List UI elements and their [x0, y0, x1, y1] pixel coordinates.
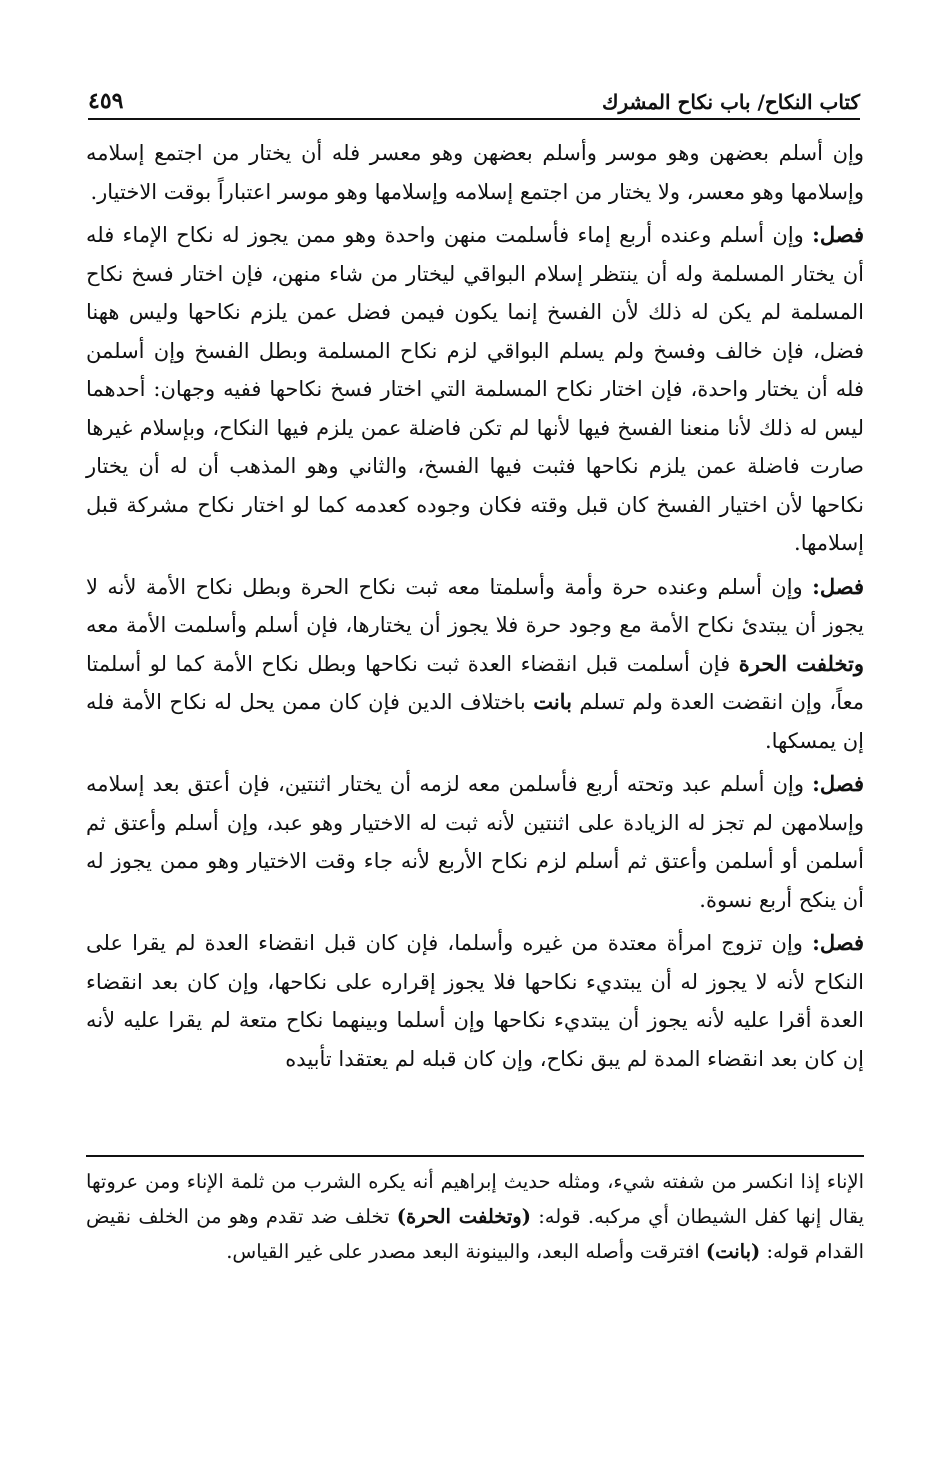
paragraph-3: [86, 568, 864, 761]
main-text: [86, 134, 864, 1083]
section-label: فصل:: [812, 930, 864, 955]
section-label: فصل:: [812, 771, 864, 796]
section-label: فصل:: [812, 222, 864, 247]
paragraph-5-text: وإن تزوج امرأة معتدة من غيره وأسلما، فإن كان قبل انقضاء العدة لم يقرا على النكاح لأنه لا يجوز له أن يبتديء نكاحها فلا يجوز إقراره على نكاحها، وإن كان بعد انقضاء العدة أقرا عليه لأنه يجوز أن يبتديء نكاحها وإن أسلما وبينهما نكاح متعة لم يقرا عليه لأنه إن كان بعد انقضاء المدة لم يبق نكاح، وإن كان قبله لم يعتقدا تأبيده: [86, 931, 864, 1071]
footnote-text-e: افترقت وأصله البعد، والبينونة البعد مصدر على غير القياس.: [226, 1240, 706, 1263]
paragraph-3-text-e: باختلاف الدين فإن كان ممن يحل له نكاح الأمة فله إن يمسكها.: [86, 690, 864, 753]
page-header: [88, 78, 860, 120]
footnote-term-banat: (بانت): [705, 1240, 761, 1263]
footnote-term-takhallafat: (وتخلفت الحرة): [396, 1205, 531, 1228]
paragraph-4-text: وإن أسلم عبد وتحته أربع فأسلمن معه لزمه أن يختار اثنتين، فإن أعتق بعد إسلامه وإسلامهن لم تجز له الزيادة على اثنتين لأنه ثبت له الاختيار وهو عبد، وإن أسلم وأعتق ثم أسلمن أو أسلمن وأعتق ثم أسلم لزم نكاح الأربع لأنه جاء وقت الاختيار وهو ممن يجوز له أن ينكح أربع نسوة.: [86, 772, 864, 912]
paragraph-2: [86, 216, 864, 563]
paragraph-2-text: وإن أسلم وعنده أربع إماء فأسلمت منهن واحدة وهو ممن يجوز له نكاح الإماء فله أن يختار المسلمة وله أن ينتظر إسلام البواقي ليختار من شاء منهن، فإن اختار فسخ نكاح المسلمة لم يكن له ذلك لأن الفسخ إنما يكون فيمن فضل عمن يلزم نكاحها وليس ههنا فضل، فإن خالف وفسخ ولم يسلم البواقي لزم نكاح المسلمة وبطل الفسخ وإن أسلمن فله أن يختار واحدة، فإن اختار نكاح المسلمة التي اختار فسخ نكاحها ففيه وجهان: أحدهما ليس له ذلك لأنا منعنا الفسخ فيها لأنها لم تكن فاضلة عمن يلزم فيها النكاح، وبإسلام غيرها صارت فاضلة عمن يلزم نكاحها فثبت فيها الفسخ، والثاني وهو المذهب أن له أن يختار نكاحها لأن اختيار الفسخ كان قبل وقته فكان وجوده كعدمه كما لو اختار نكاح مشركة قبل إسلامها.: [86, 223, 864, 555]
paragraph-1-text: وإن أسلم بعضهن وهو موسر وأسلم بعضهن وهو معسر فله أن يختار من اجتمع إسلامه وإسلامها وهو معسر، ولا يختار من اجتمع إسلامه وإسلامها وهو موسر اعتباراً بوقت الاختيار.: [86, 141, 864, 204]
page-number: ٤٥٩: [88, 88, 124, 114]
footnote-text: [86, 1164, 864, 1269]
paragraph-5: [86, 924, 864, 1078]
glossed-term-takhallafat: وتخلفت الحرة: [738, 650, 864, 676]
running-head: كتاب النكاح/ باب نكاح المشرك: [601, 90, 860, 114]
footnotes: [86, 1164, 864, 1269]
footnote-divider: [86, 1155, 864, 1157]
section-label: فصل:: [812, 573, 864, 599]
paragraph-3-text-c: فإن أسلمت قبل انقضاء العدة ثبت نكاحها وبطل نكاح الأمة كما لو أسلمتا معاً، وإن انقضت العدة ولم تسلم: [86, 651, 864, 714]
glossed-term-banat: بانت: [533, 689, 572, 714]
paragraph-3-text-a: وإن أسلم وعنده حرة وأمة وأسلمتا معه ثبت نكاح الحرة وبطل نكاح الأمة لأنه لا يجوز أن يبتدئ نكاح الأمة مع وجود حرة فلا يجوز أن يختارها، فإن أسلم وأسلمت الأمة معه: [86, 574, 864, 637]
paragraph-1: [86, 134, 864, 211]
paragraph-4: [86, 765, 864, 919]
footnote-text-c: تخلف ضد تقدم وهو من الخلف نقيض القدام قوله:: [86, 1205, 864, 1263]
footnote-text-a: الإناء إذا انكسر من شفته شيء، ومثله حديث إبراهيم أنه يكره الشرب من ثلمة الإناء ومن عروتها يقال إنها كفل الشيطان أي مركبه. قوله:: [86, 1170, 864, 1228]
